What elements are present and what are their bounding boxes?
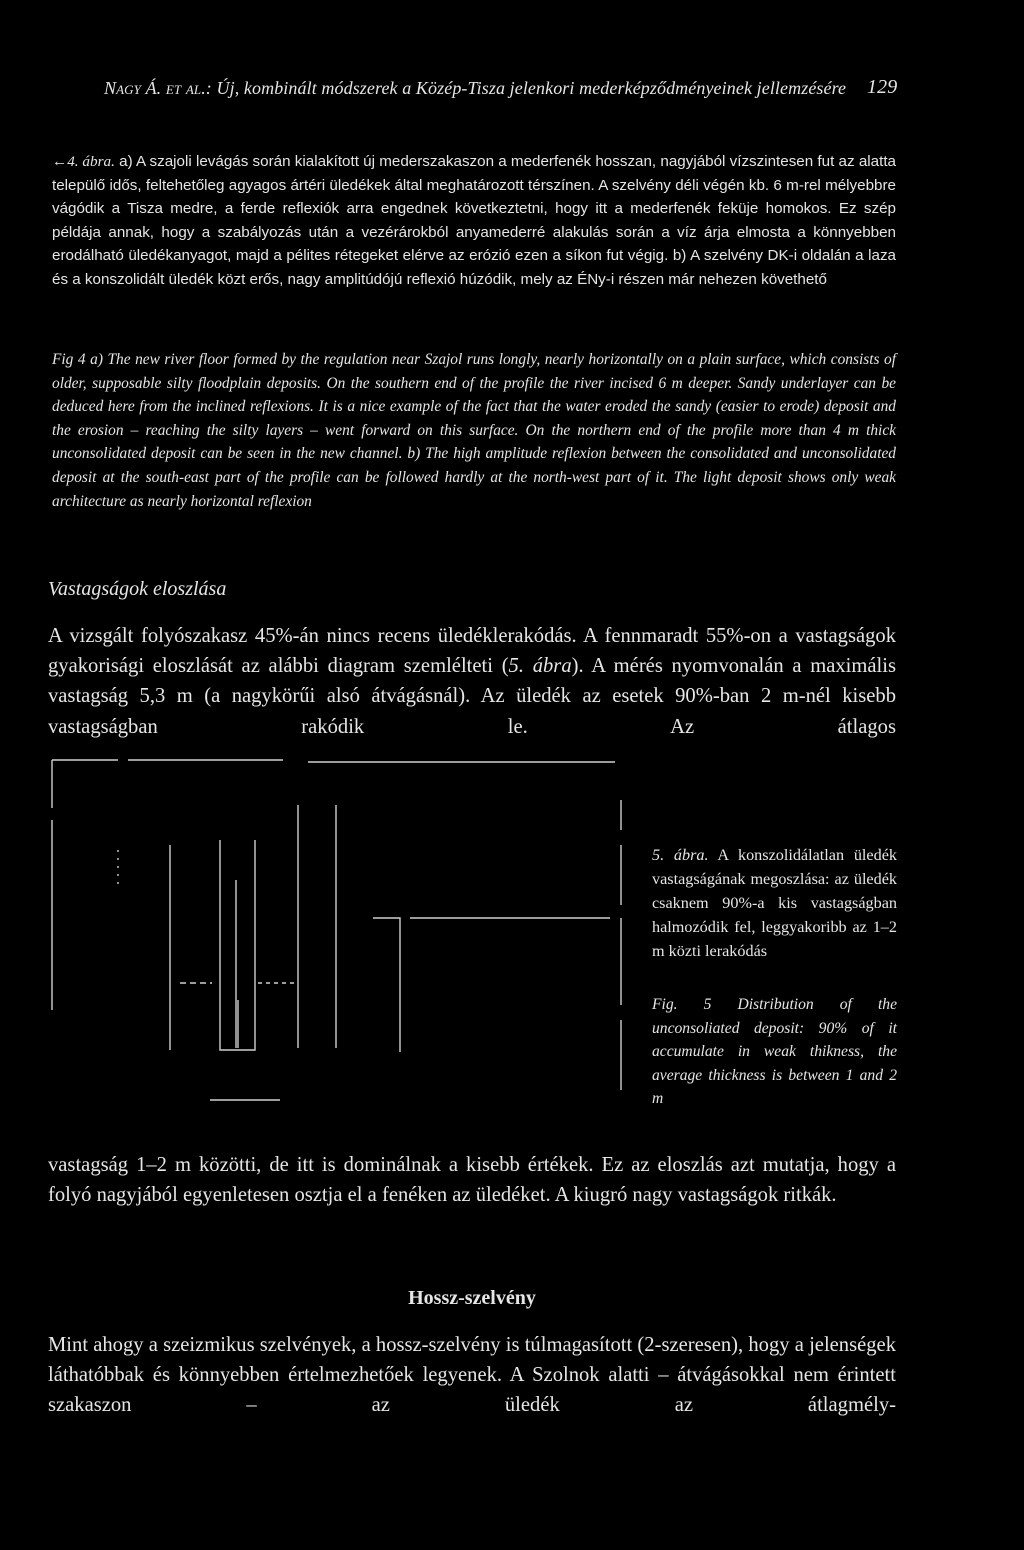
para1-text-b: ). A mérés nyomvonalán a maximális vastagság 5,3 m (a nagykörűi alsó átvágásnál). Az üledék az esetek 90%-ban 2 m-nél kisebb vastagságban rakódik le. Az átlagos <box>48 655 897 738</box>
figure-4-label: 4. ábra. <box>67 153 115 170</box>
section-title-longitudinal-profile: Hossz-szelvény <box>408 1287 536 1309</box>
body-paragraph-2: vastagság 1–2 m közötti, de itt is dominálnak a kisebb értékek. Ez az eloszlás azt mutatja, hogy a folyó nagyjából egyenletesen osztja el a fenéken az üledéket. A kiugró nagy vastagságok ritkák. <box>48 1154 896 1207</box>
figure-4-caption-english: Fig 4 a) The new river floor formed by the regulation near Szajol runs longly, nearly horizontally on a plain surface, which consists of older, supposable silty floodplain deposits. On the southern end of the profile the river incised 6 m deeper. Sandy underlayer can be deduced here from the inclined reflexions. It is a nice example of the fact that the water eroded the sandy (easier to erode) deposit and the erosion – reaching the silty layers – went forward on this surface. On the northern end of the profile more than 4 m thick unconsolidated deposit can be seen in the new channel. b) The high amplitude reflexion between the consolidated and unconsolidated deposit at the south-east part of the profile can be followed hardly at the north-west part of it. The light deposit shows only weak architecture as nearly horizontal reflexion <box>52 351 896 510</box>
page-number: 129 <box>867 76 898 98</box>
figure-4-caption-hu-text: a) A szajoli levágás során kialakított új mederszakaszon a mederfenék hosszan, nagyjából vízszintesen fut az alatta települő idős, feltehetőleg agyagos ártéri üledékek által meghatározott térszínen. A szelvény déli végén kb. 6 m-rel mélyebbre vágódik a Tisza medre, a ferde reflexiók arra engednek következtetni, hogy itt a mederfenék feküje homokos. Ez szép példája annak, hogy a szabályozás után a vezérárokból anyamederré alakulás során a víz árja elmosta a könnyebben erodálható üledékanyagot, majd a pélites rétegeket elérve az erózió ezen a síkon fut végig. b) A szelvény DK-i oldalán a laza és a konszolidált üledék közt erős, nagy amplitúdójú reflexió húzódik, mely az ÉNy-i részen már nehezen követhető <box>52 153 896 288</box>
header-title: Új, kombinált módszerek a Közép-Tisza jelenkori mederképződményeinek jellemzésére <box>216 78 847 98</box>
figure-5-caption-english: Fig. 5 Distribution of the unconsoliated deposit: 90% of it accumulate in weak thikness, the average thickness is between 1 and 2 m <box>652 996 897 1108</box>
figure-5-caption-hungarian <box>652 843 897 963</box>
section-title-thickness: Vastagságok eloszlása <box>48 578 227 600</box>
header-author: Nagy Á. et al.: <box>104 78 212 98</box>
body-paragraph-3: Mint ahogy a szeizmikus szelvények, a hossz-szelvény is túlmagasított (2-szeresen), hogy a jelenségek láthatóbbak és könnyebben értelmezhetőek legyenek. A Szolnok alatti – átvágásokkal nem érintett szakaszon – az üledék az átlagmély- <box>48 1334 896 1417</box>
figure-5-reference: 5. ábra <box>508 655 572 678</box>
arrow-left-icon: ← <box>52 153 68 170</box>
figure-5-label: 5. ábra. <box>652 846 709 864</box>
figure-5-caption-hu-text: A konszolidálatlan üledék vastagságának megoszlása: az üledék csaknem 90%-a kis vastagságban halmozódik fel, leggyakoribb az 1–2 m közti lerakódás <box>652 846 897 960</box>
para1-text-a: A vizsgált folyószakasz 45%-án nincs recens üledéklerakódás. A fennmaradt 55%-on a vastagságok gyakorisági eloszlását az alábbi diagram szemlélteti ( <box>48 625 896 678</box>
